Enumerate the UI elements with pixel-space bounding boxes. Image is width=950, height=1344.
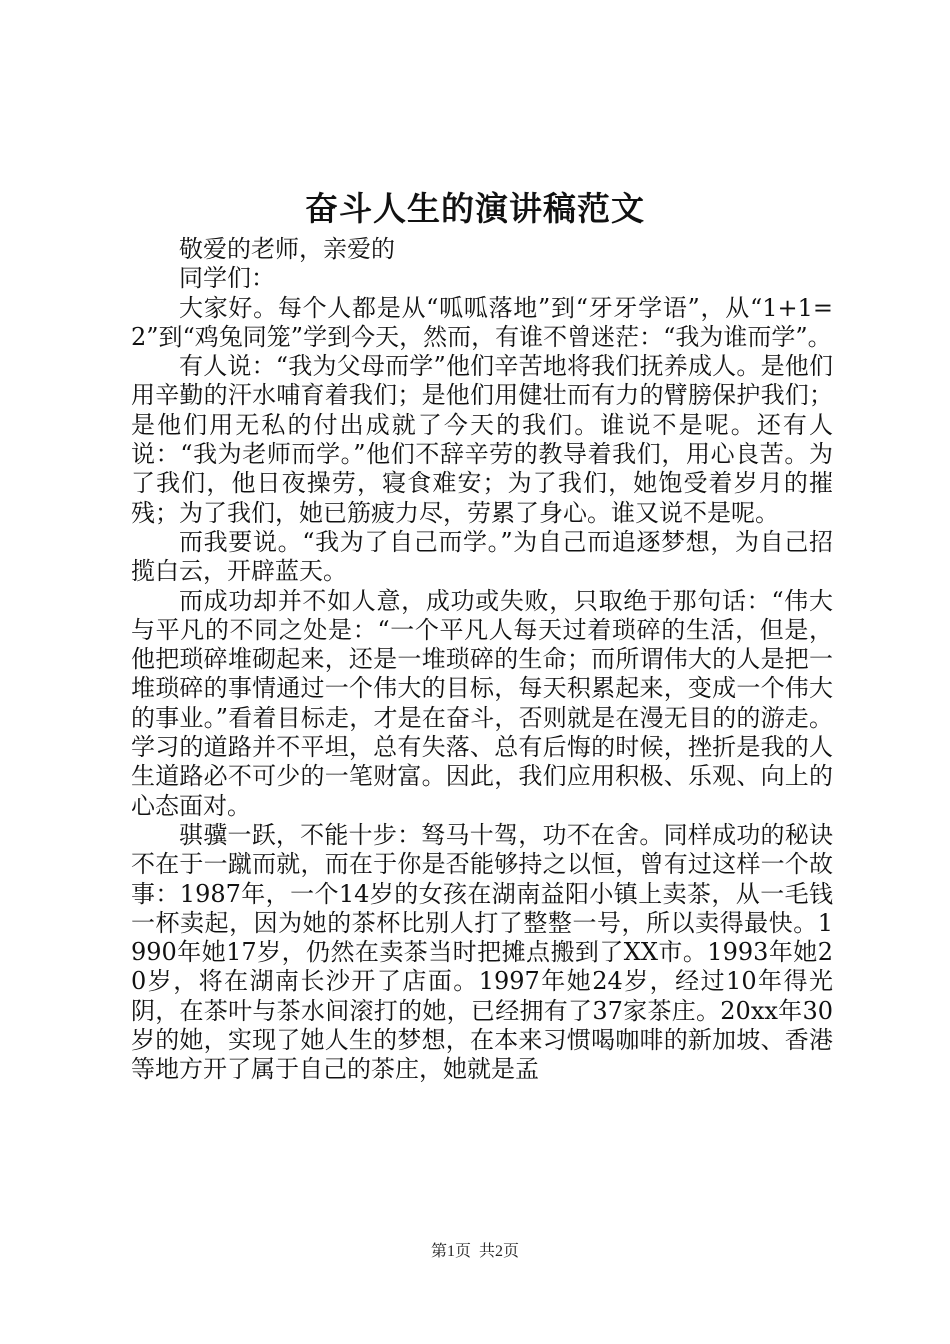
page-number-label: 第1页 共2页	[430, 1243, 519, 1260]
paragraph-salutation-1: 敬爱的老师，亲爱的	[179, 235, 395, 263]
paragraph-story: 骐骥一跃，不能十步：驽马十驾，功不在舍。同样成功的秘诀不在于一蹴而就，而在于你是否能够持之以恒，曾有过这样一个故事：1987年，一个14岁的女孩在湖南益阳小镇上卖茶，从一毛钱一杯卖起，因为她的茶杯比别人打了整整一号，所以卖得最快。1990年她17岁，仍然在卖茶当时把摊点搬到了XX市。1993年她20岁，将在湖南长沙开了店面。1997年她24岁，经过10年得光阴，在茶叶与茶水间滚打的她，已经拥有了37家茶庄。20xx年30岁的她，实现了她人生的梦想，在本来习惯喝咖啡的新加坡、香港等地方开了属于自己的茶庄，她就是孟	[131, 820, 833, 1084]
paragraph-others-say: 有人说：“我为父母而学”他们辛苦地将我们抚养成人。是他们用辛勤的汗水哺育着我们；是他们用健壮而有力的臂膀保护我们；是他们用无私的付出成就了今天的我们。谁说不是呢。还有人说：“我为老师而学。”他们不辞辛劳的教导着我们，用心良苦。为了我们，他日夜操劳，寝食难安；为了我们，她饱受着岁月的摧残；为了我们，她已筋疲力尽，劳累了身心。谁又说不是呢。	[131, 352, 833, 527]
paragraph-greeting: 大家好。每个人都是从“呱呱落地”到“牙牙学语”，从“1+1=2”到“鸡兔同笼”学到今天，然而，有谁不曾迷茫：“我为谁而学”。	[131, 293, 833, 351]
page-footer	[0, 1241, 950, 1263]
paragraph-salutation-2: 同学们：	[179, 264, 275, 293]
paragraph-success: 而成功却并不如人意，成功或失败，只取绝于那句话：“伟大与平凡的不同之处是：“一个平凡人每天过着琐碎的生活，但是，他把琐碎堆砌起来，还是一堆琐碎的生命；而所谓伟大的人是把一堆琐碎的事情通过一个伟大的目标，每天积累起来，变成一个伟大的事业。”看着目标走，才是在奋斗，否则就是在漫无目的的游走。学习的道路并不平坦，总有失落、总有后悔的时候，挫折是我的人生道路必不可少的一笔财富。因此，我们应用积极、乐观、向上的心态面对。	[131, 586, 833, 820]
document-title: 奋斗人生的演讲稿范文	[305, 189, 645, 228]
paragraph-i-say: 而我要说。“我为了自己而学。”为自己而追逐梦想，为自己招揽白云，开辟蓝天。	[131, 527, 833, 586]
document-body	[131, 235, 833, 1085]
